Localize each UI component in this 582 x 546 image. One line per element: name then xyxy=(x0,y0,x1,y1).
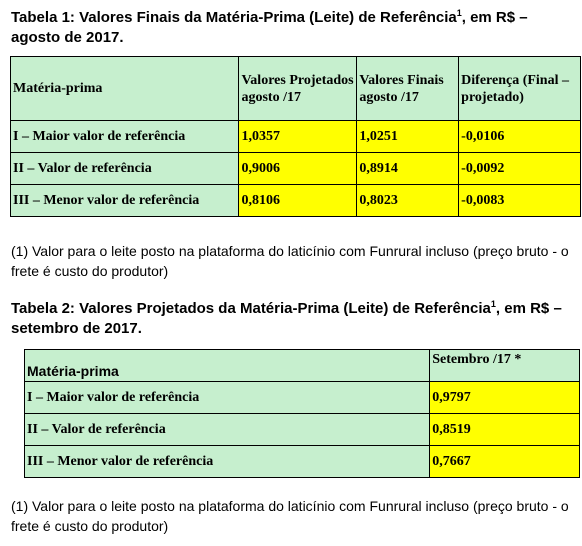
row-label: II – Valor de referência xyxy=(11,153,239,185)
table-row xyxy=(11,153,581,185)
row-label: III – Menor valor de referência xyxy=(25,446,430,478)
table-row xyxy=(25,382,580,414)
table1-header-row xyxy=(11,57,581,121)
row-label: I – Maior valor de referência xyxy=(25,382,430,414)
table1 xyxy=(10,56,581,217)
setembro-value: 0,8519 xyxy=(430,414,580,446)
table1-header-materia: Matéria-prima xyxy=(11,57,239,121)
table2-header-setembro: Setembro /17 * xyxy=(430,350,580,382)
row-label: III – Menor valor de referência xyxy=(11,185,239,217)
row-label: I – Maior valor de referência xyxy=(11,121,239,153)
table-row xyxy=(11,121,581,153)
diferenca-value: -0,0106 xyxy=(459,121,581,153)
diferenca-value: -0,0083 xyxy=(459,185,581,217)
final-value: 1,0251 xyxy=(357,121,459,153)
table2 xyxy=(24,349,580,478)
diferenca-value: -0,0092 xyxy=(459,153,581,185)
table-row xyxy=(25,414,580,446)
table1-footnote: (1) Valor para o leite posto na plataforma do laticínio com Funrural incluso (preço bruto - o frete é custo do produtor) xyxy=(11,243,569,279)
setembro-value: 0,7667 xyxy=(430,446,580,478)
table1-header-projetados: Valores Projetados agosto /17 xyxy=(239,57,357,121)
table-row xyxy=(11,185,581,217)
projetado-value: 0,8106 xyxy=(239,185,357,217)
table2-header-materia: Matéria-prima xyxy=(25,350,430,382)
table1-header-diferenca: Diferença (Final – projetado) xyxy=(459,57,581,121)
projetado-value: 0,9006 xyxy=(239,153,357,185)
table2-footnote: (1) Valor para o leite posto na plataforma do laticínio com Funrural incluso (preço bruto - o frete é custo do produtor) xyxy=(11,498,569,534)
table-row xyxy=(25,446,580,478)
table2-header-row xyxy=(25,350,580,382)
final-value: 0,8023 xyxy=(357,185,459,217)
table1-header-finais: Valores Finais agosto /17 xyxy=(357,57,459,121)
projetado-value: 1,0357 xyxy=(239,121,357,153)
final-value: 0,8914 xyxy=(357,153,459,185)
table1-title: Tabela 1: Valores Finais da Matéria-Prima (Leite) de Referência$^1$, em R$ – agosto de 2017. xyxy=(11,8,528,46)
setembro-value: 0,9797 xyxy=(430,382,580,414)
row-label: II – Valor de referência xyxy=(25,414,430,446)
table2-title: Tabela 2: Valores Projetados da Matéria-Prima (Leite) de Referência$^1$, em R$ – setembro de 2017. xyxy=(11,299,562,337)
